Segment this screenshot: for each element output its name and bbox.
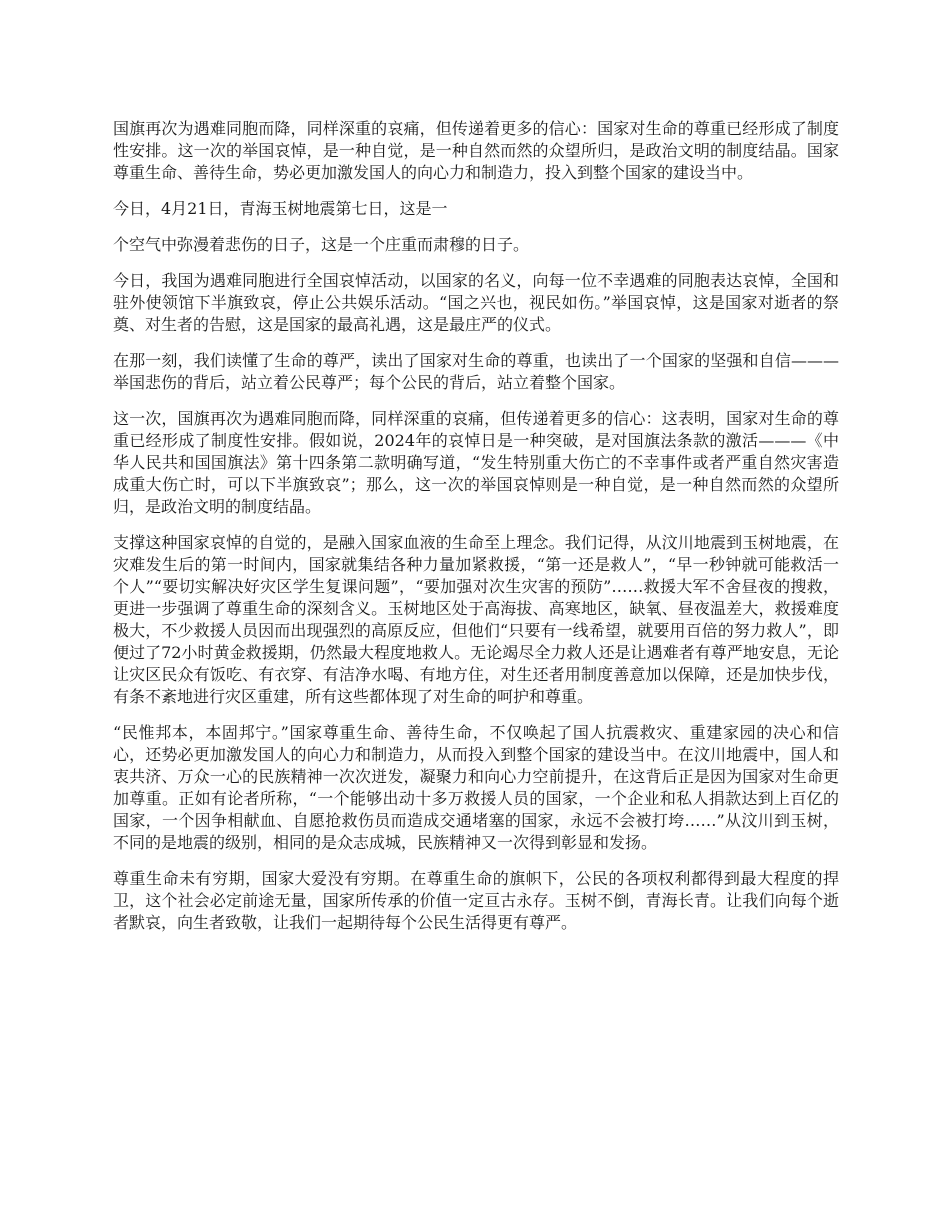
paragraph-1: 国旗再次为遇难同胞而降，同样深重的哀痛，但传递着更多的信心：国家对生命的尊重已经形成了制度性安排。这一次的举国哀悼，是一种自觉，是一种自然而然的众望所归，是政治文明的制度结晶。国家尊重生命、善待生命，势必更加激发国人的向心力和制造力，投入到整个国家的建设当中。	[113, 119, 839, 182]
paragraph-5: 在那一刻，我们读懂了生命的尊严，读出了国家对生命的尊重，也读出了一个国家的坚强和自信———举国悲伤的背后，站立着公民尊严；每个公民的背后，站立着整个国家。	[113, 351, 839, 392]
paragraph-9: 尊重生命未有穷期，国家大爱没有穷期。在尊重生命的旗帜下，公民的各项权利都得到最大程度的捍卫，这个社会必定前途无量，国家所传承的价值一定亘古永存。玉树不倒，青海长青。让我们向每个逝者默哀，向生者致敬，让我们一起期待每个公民生活得更有尊严。	[113, 869, 839, 932]
paragraph-7: 支撑这种国家哀悼的自觉的，是融入国家血液的生命至上理念。我们记得，从汶川地震到玉树地震，在灾难发生后的第一时间内，国家就集结各种力量加紧救援，“第一还是救人”，“早一秒钟就可能救活一个人”“要切实解决好灾区学生复课问题”，“要加强对次生灾害的预防”……救援大军不舍昼夜的搜救，更进一步强调了尊重生命的深刻含义。玉树地区处于高海拔、高寒地区，缺氧、昼夜温差大，救援难度极大，不少救援人员因而出现强烈的高原反应，但他们“只要有一线希望，就要用百倍的努力救人”，即便过了72小时黄金救援期，仍然最大程度地救人。无论竭尽全力救人还是让遇难者有尊严地安息，无论让灾区民众有饭吃、有衣穿、有洁净水喝、有地方住，对生还者用制度善意加以保障，还是加快步伐，有条不紊地进行灾区重建，所有这些都体现了对生命的呵护和尊重。	[113, 533, 839, 706]
article-body	[113, 118, 839, 948]
paragraph-4: 今日，我国为遇难同胞进行全国哀悼活动，以国家的名义，向每一位不幸遇难的同胞表达哀悼，全国和驻外使领馆下半旗致哀，停止公共娱乐活动。“国之兴也，视民如伤。”举国哀悼，这是国家对逝者的祭奠、对生者的告慰，这是国家的最高礼遇，这是最庄严的仪式。	[113, 271, 839, 334]
paragraph-6: 这一次，国旗再次为遇难同胞而降，同样深重的哀痛，但传递着更多的信心：这表明，国家对生命的尊重已经形成了制度性安排。假如说，2024年的哀悼日是一种突破，是对国旗法条款的激活———《中华人民共和国国旗法》第十四条第二款明确写道，“发生特别重大伤亡的不幸事件或者严重自然灾害造成重大伤亡时，可以下半旗致哀”；那么，这一次的举国哀悼则是一种自觉，是一种自然而然的众望所归，是政治文明的制度结晶。	[113, 409, 839, 516]
paragraph-3: 个空气中弥漫着悲伤的日子，这是一个庄重而肃穆的日子。	[113, 235, 530, 254]
paragraph-2: 今日，4月21日，青海玉树地震第七日，这是一	[113, 199, 448, 218]
paragraph-8: “民惟邦本，本固邦宁。”国家尊重生命、善待生命，不仅唤起了国人抗震救灾、重建家园的决心和信心，还势必更加激发国人的向心力和制造力，从而投入到整个国家的建设当中。在汶川地震中，国人和衷共济、万众一心的民族精神一次次迸发，凝聚力和向心力空前提升，在这背后正是因为国家对生命更加尊重。正如有论者所称，“一个能够出动十多万救援人员的国家，一个企业和私人捐款达到上百亿的国家，一个因争相献血、自愿抢救伤员而造成交通堵塞的国家，永远不会被打垮……”从汶川到玉树，不同的是地震的级别，相同的是众志成城，民族精神又一次得到彰显和发扬。	[113, 723, 839, 852]
